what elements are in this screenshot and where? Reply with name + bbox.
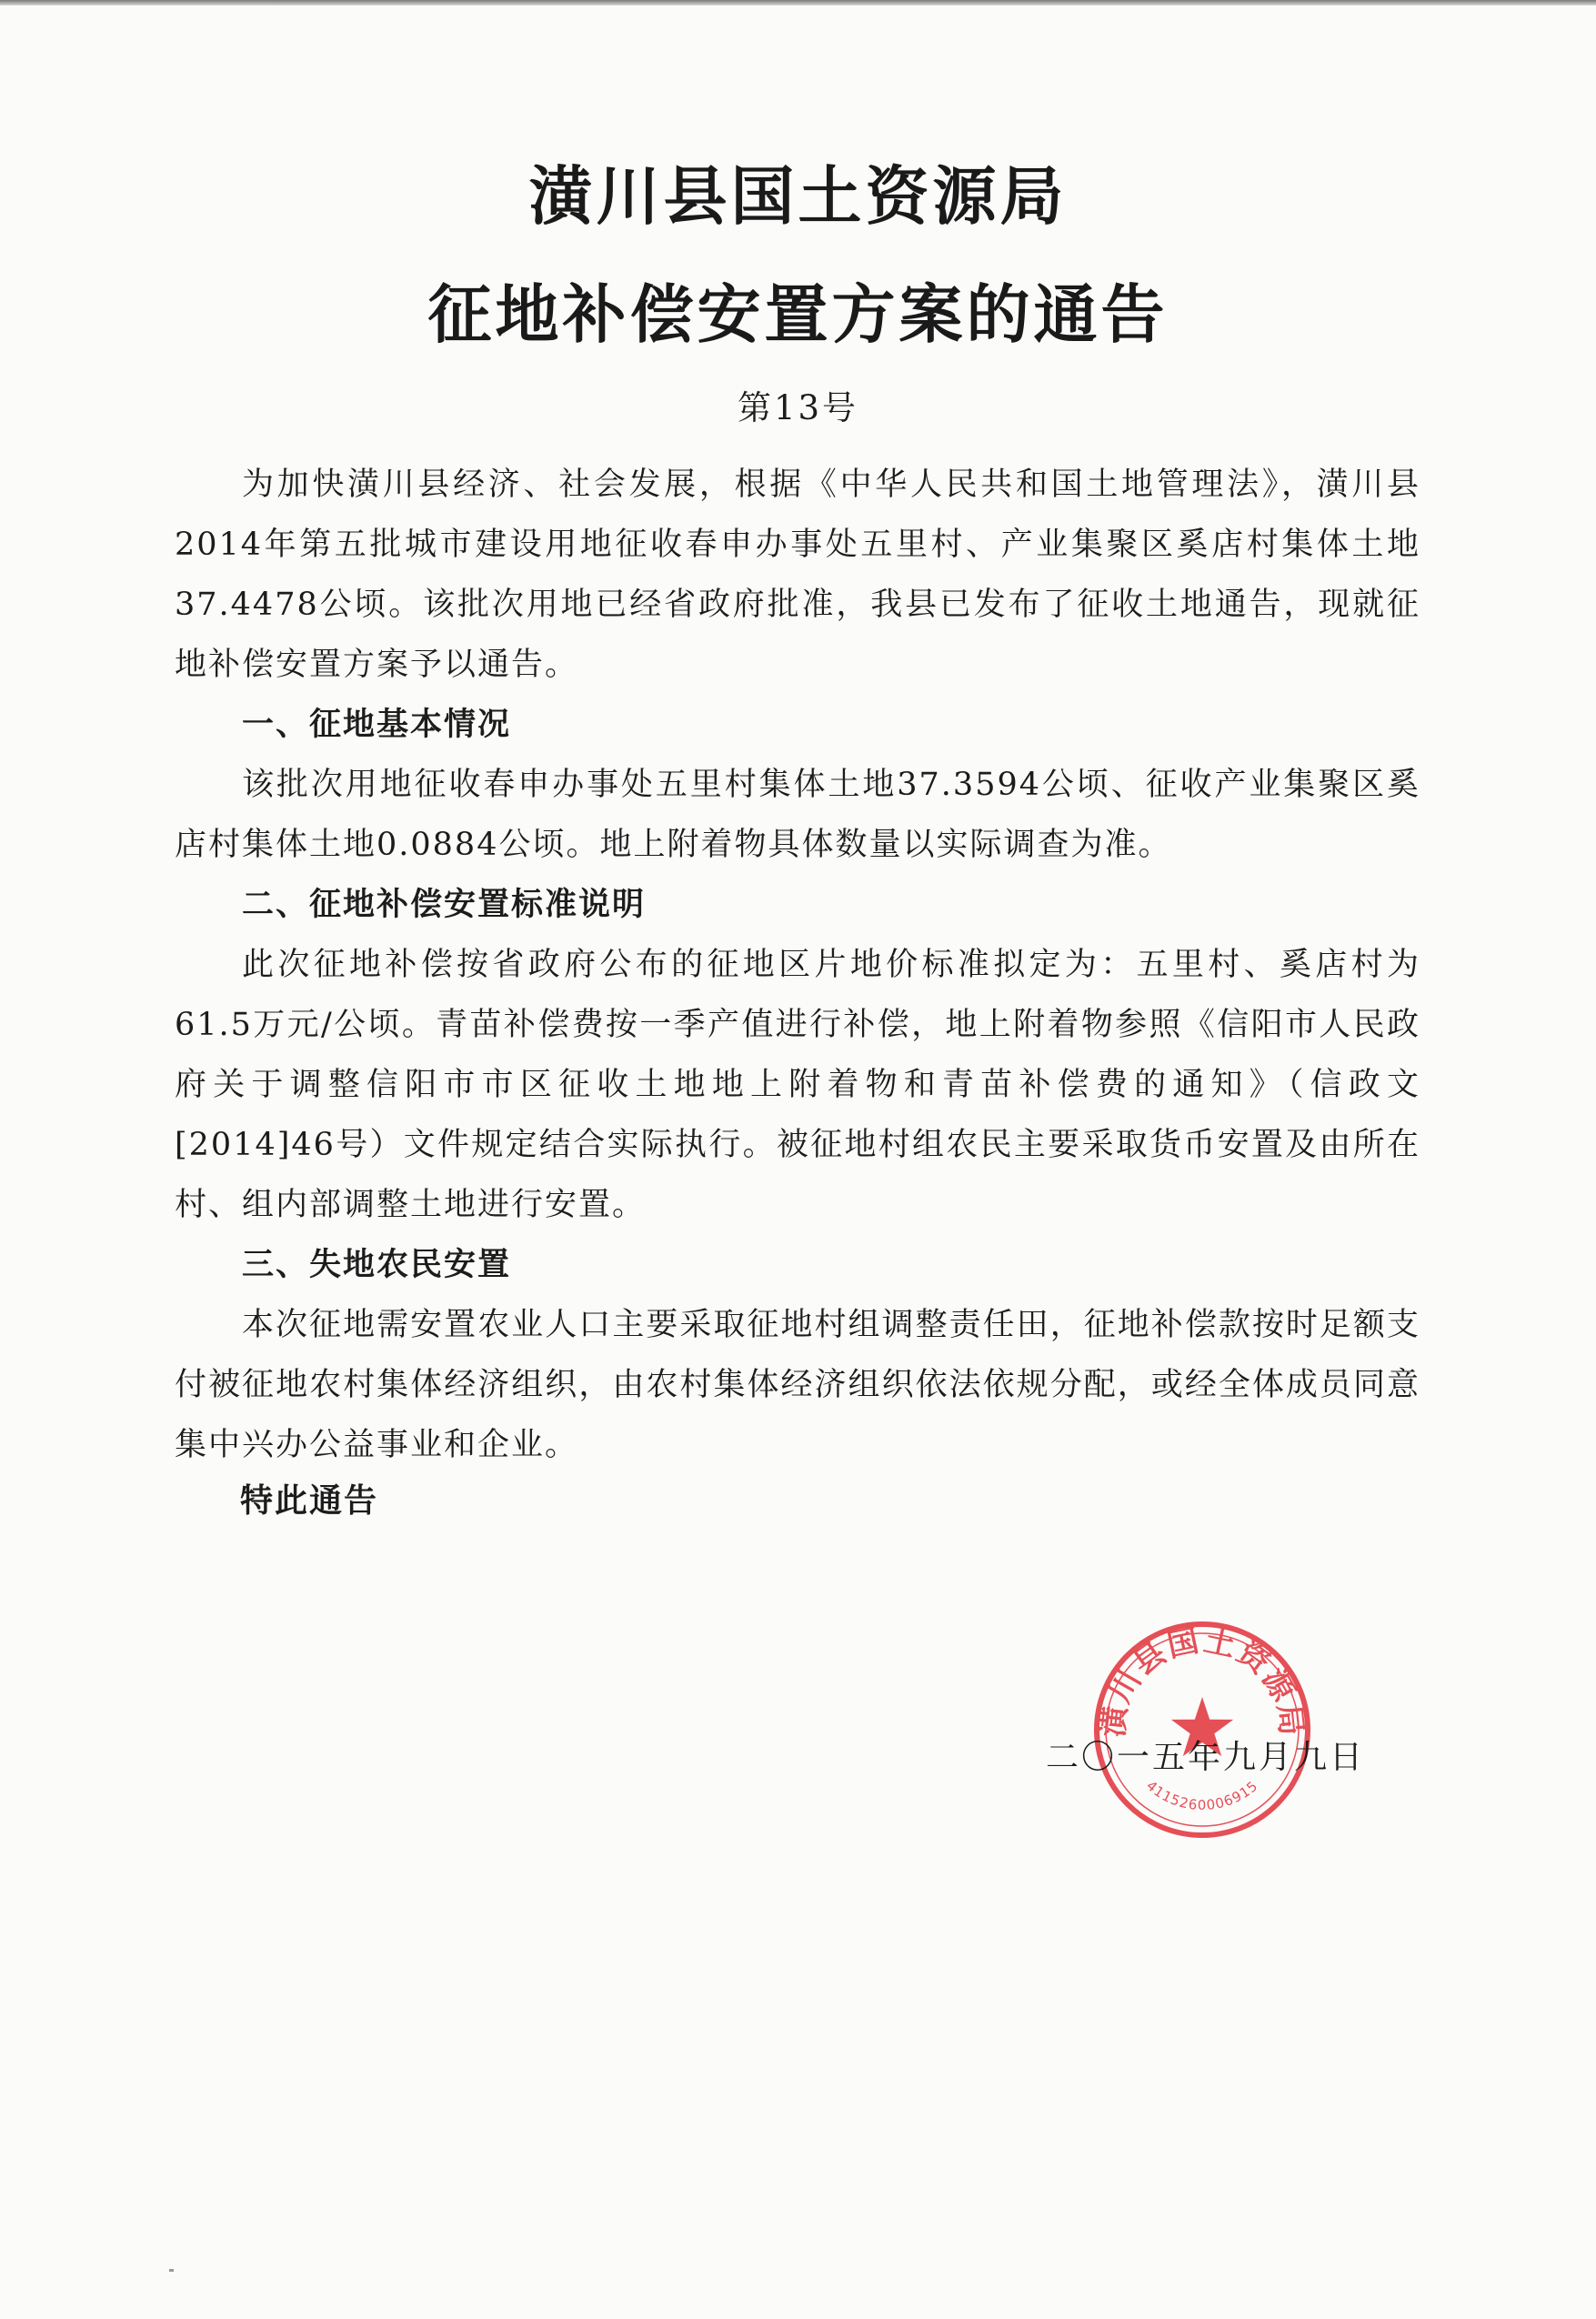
seal-code [1143,1777,1261,1813]
document-body [175,455,1420,1475]
seal-text-path: 潢川县国土资源局 [1094,1621,1310,1739]
section-text-1: 该批次用地征收春申办事处五里村集体土地37.3594公顷、征收产业集聚区奚店村集体土地0.0884公顷。地上附着物具体数量以实际调查为准。 [175,767,1420,863]
section-heading-1: 一、征地基本情况 [242,707,512,743]
issue-date: 二〇一五年九月九日 [1046,1739,1366,1776]
section-heading-2: 二、征地补偿安置标准说明 [242,887,647,923]
section-text-2: 此次征地补偿按省政府公布的征地区片地价标准拟定为：五里村、奚店村为61.5万元/公顷。青苗补偿费按一季产值进行补偿，地上附着物参照《信阳市人民政府关于调整信阳市市区征收土地地上附着物和青苗补偿费的通知》（信政文[2014]46号）文件规定结合实际执行。被征地村组农民主要采取货币安置及由所在村、组内部调整土地进行安置。 [175,947,1420,1223]
section-heading-3: 三、失地农民安置 [242,1247,512,1283]
document-number: 第13号 [737,388,859,427]
section-text-3: 本次征地需安置农业人口主要采取征地村组调整责任田，征地补偿款按时足额支付被征地农村集体经济组织，由农村集体经济组织依法依规分配，或经全体成员同意集中兴办公益事业和企业。 [175,1307,1420,1463]
scan-edge [0,0,1596,5]
intro-paragraph: 为加快潢川县经济、社会发展，根据《中华人民共和国土地管理法》，潢川县2014年第五批城市建设用地征收春申办事处五里村、产业集聚区奚店村集体土地37.4478公顷。该批次用地已经省政府批准，我县已发布了征收土地通告，现就征地补偿安置方案予以通告。 [175,467,1420,683]
seal-code-path: 4115260006915 [1143,1777,1261,1813]
document-title-line-2: 征地补偿安置方案的通告 [427,277,1169,352]
official-seal [1089,1617,1315,1842]
document-title-line-1: 潢川县国土资源局 [528,159,1068,234]
closing-statement: 特此通告 [240,1482,379,1520]
scan-speck [169,2269,174,2272]
